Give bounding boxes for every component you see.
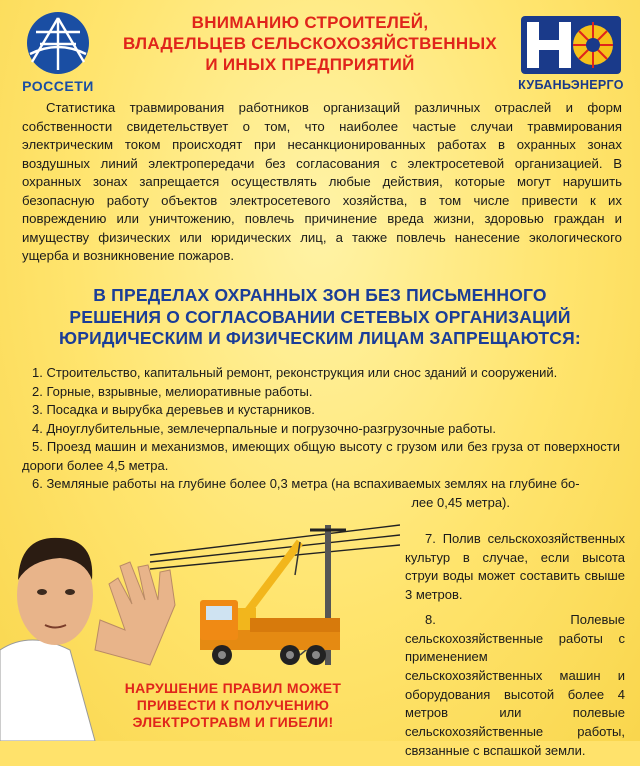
warning-line: ЭЛЕКТРОТРАВМ И ГИБЕЛИ! (132, 714, 334, 730)
intro-paragraph: Статистика травмирования работников организаций различных отраслей и форм собственности свидетельствует о том, что наиболее частые случаи травмирования электрическим током происходят при несанкционированных работах в охранных зонах воздушных линий электропередачи без согласования с электросетевой организацией. В охранных зонах запрещается осуществлять любые действия, которые могут нарушить безопасную работу объектов электросетевого хозяйства, в том числе привести к их повреждению или уничтожению, повлечь причинение вреда жизни, здоровью граждан и имуществу физических или юридических лиц, а также повлечь нанесение экологического ущерба и возникновение пожаров. (22, 100, 622, 263)
heading-line: ЮРИДИЧЕСКИМ И ФИЗИЧЕСКИМ ЛИЦАМ ЗАПРЕЩАЮТСЯ: (59, 328, 581, 348)
title-line: ВНИМАНИЮ СТРОИТЕЛЕЙ, (191, 13, 429, 32)
list-item: 6. Земляные работы на глубине более 0,3 метра (на вспахиваемых землях на глубине бо- (32, 476, 580, 491)
list-item: 4. Дноуглубительные, землечерпальные и погрузочно-разгрузочные работы. (32, 420, 496, 436)
logo-left-text: РОССЕТИ (22, 78, 94, 94)
list-item: 2. Горные, взрывные, мелиоративные работы. (32, 383, 313, 399)
warning-line: ПРИВЕСТИ К ПОЛУЧЕНИЮ (136, 697, 330, 713)
page-title (110, 12, 510, 75)
kubanenergo-logo-icon (515, 10, 627, 78)
prohibition-list (22, 364, 620, 512)
list-item-continued: лее 0,45 метра). (411, 494, 510, 510)
title-line: И ИНЫХ ПРЕДПРИЯТИЙ (205, 55, 415, 74)
warning-line: НАРУШЕНИЕ ПРАВИЛ МОЖЕТ (124, 680, 342, 696)
crane-truck-icon (200, 542, 340, 665)
prohibition-list-continued (405, 530, 625, 766)
list-item: 7. Полив сельскохозяйственных культур в случае, если высота струи воды может составить свыше 3 метров. (405, 531, 625, 603)
title-line: ВЛАДЕЛЬЦЕВ СЕЛЬСКОХОЗЯЙСТВЕННЫХ (122, 34, 498, 53)
list-item: 1. Строительство, капитальный ремонт, реконструкция или снос зданий и сооружений. (32, 365, 558, 380)
heading-line: В ПРЕДЕЛАХ ОХРАННЫХ ЗОН БЕЗ ПИСЬМЕННОГО (93, 285, 547, 305)
list-item: 3. Посадка и вырубка деревьев и кустарников. (32, 402, 315, 417)
list-item: 8. Полевые сельскохозяйственные работы с применением сельскохозяйственных машин и оборудования высотой более 4 метров или полевые сельскохозяйственные работы, связанные с вспашкой земли. (405, 611, 625, 758)
rosseti-logo-icon (12, 10, 104, 78)
logo-right-text: КУБАНЬЭНЕРГО (518, 78, 624, 92)
heading-line: РЕШЕНИЯ О СОГЛАСОВАНИИ СЕТЕВЫХ ОРГАНИЗАЦИЙ (69, 306, 571, 327)
prohibition-heading (30, 285, 610, 350)
rosseti-logo (12, 10, 104, 96)
kubanenergo-logo (515, 10, 627, 96)
warning-text (68, 680, 398, 731)
list-item: 5. Проезд машин и механизмов, имеющих общую высоту с грузом или без груза от поверхности дороги более 4,5 метра. (22, 439, 620, 473)
